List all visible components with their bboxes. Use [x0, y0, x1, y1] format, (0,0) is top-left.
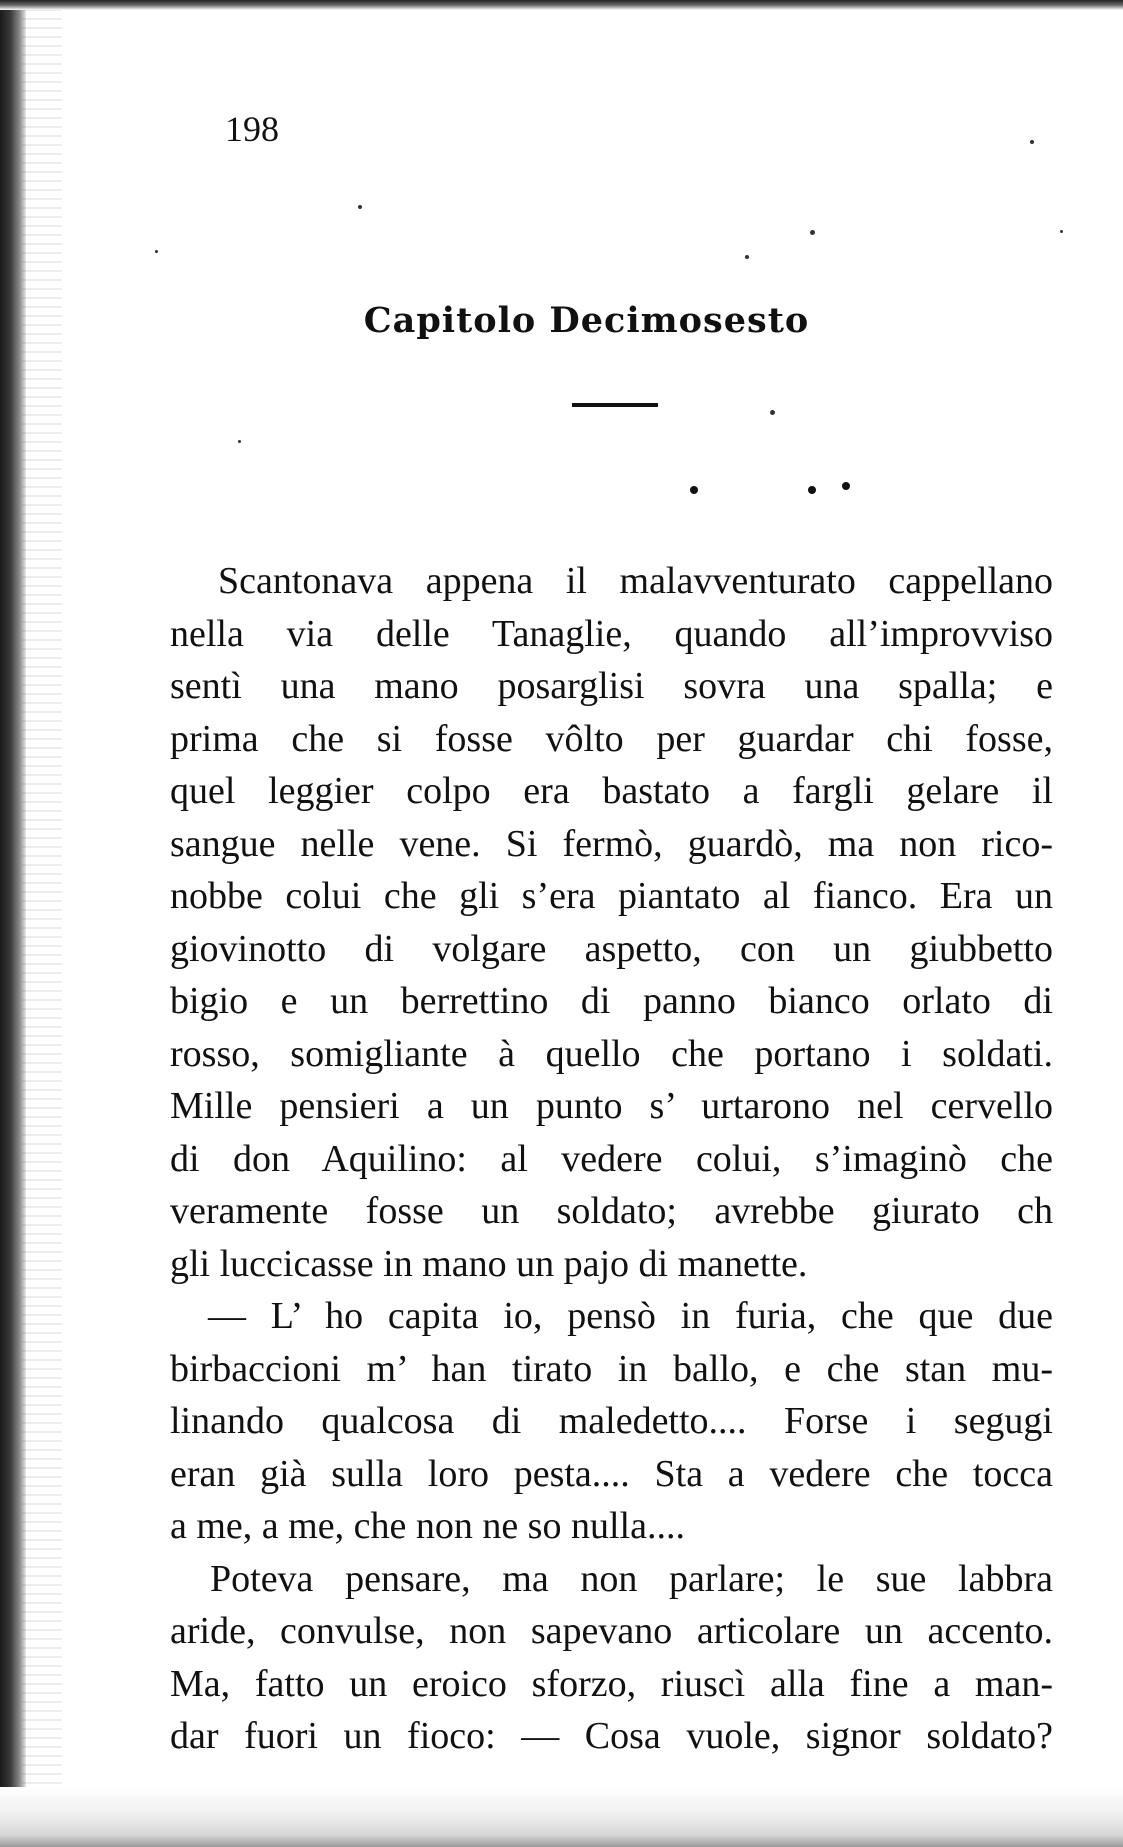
text-line: Scantonava appena il malavventurato cappellano — [218, 560, 1053, 602]
scan-speck — [810, 230, 815, 235]
ornament-dot — [842, 482, 850, 490]
scan-speck — [745, 255, 749, 259]
text-line: Mille pensieri a un punto s’ urtarono nel cervello — [170, 1085, 1053, 1127]
spine-texture — [22, 0, 62, 1847]
text-line: aride, convulse, non sapevano articolare un accento. — [170, 1610, 1053, 1652]
text-line: bigio e un berrettino di panno bianco orlato di — [170, 980, 1053, 1022]
text-line: sangue nelle vene. Si fermò, guardò, ma non rico- — [170, 822, 1053, 865]
text-line: — L’ ho capita io, pensò in furia, che que due — [208, 1295, 1053, 1337]
section-ornament — [690, 482, 860, 502]
bottom-edge-shadow — [0, 1787, 1123, 1847]
text-line: Ma, fatto un eroico sforzo, riuscì alla fine a man- — [170, 1662, 1053, 1705]
text-line: eran già sulla loro pesta.... Sta a vedere che tocca — [170, 1452, 1053, 1495]
body-text — [170, 555, 1053, 1763]
chapter-title: Capitolo Decimosesto — [363, 300, 810, 341]
text-line: Poteva pensare, ma non parlare; le sue labbra — [210, 1557, 1053, 1600]
scan-speck — [1030, 140, 1034, 144]
scan-speck — [155, 250, 158, 253]
scan-speck — [770, 410, 775, 415]
text-line: nella via delle Tanaglie, quando all’improvviso — [170, 612, 1053, 655]
text-line: quel leggier colpo era bastato a fargli gelare il — [170, 770, 1053, 812]
title-rule — [572, 403, 658, 407]
page-number: 198 — [225, 109, 279, 149]
text-line: prima che si fosse vôlto per guardar chi fosse, — [170, 717, 1053, 760]
text-line: dar fuori un fioco: — Cosa vuole, signor soldato? — [170, 1715, 1053, 1757]
ornament-dot — [690, 486, 698, 494]
text-line: gli luccicasse in mano un pajo di manette. — [170, 1242, 808, 1285]
ornament-dot — [808, 486, 816, 494]
text-line: sentì una mano posarglisi sovra una spalla; e — [170, 665, 1053, 707]
top-edge-shadow — [0, 0, 1123, 10]
text-line: di don Aquilino: al vedere colui, s’imaginò che — [170, 1137, 1053, 1180]
text-line: a me, a me, che non ne so nulla.... — [170, 1505, 685, 1547]
scan-speck — [358, 205, 362, 209]
scan-speck — [1060, 230, 1063, 233]
text-line: linando qualcosa di maledetto.... Forse i segugi — [170, 1400, 1053, 1442]
scan-speck — [238, 440, 241, 443]
text-line: giovinotto di volgare aspetto, con un giubbetto — [170, 927, 1053, 970]
text-line: birbaccioni m’ han tirato in ballo, e che stan mu- — [170, 1347, 1053, 1390]
text-line: rosso, somigliante à quello che portano i soldati. — [170, 1032, 1053, 1075]
text-line: veramente fosse un soldato; avrebbe giurato ch — [170, 1190, 1053, 1232]
text-line: nobbe colui che gli s’era piantato al fianco. Era un — [170, 875, 1053, 917]
